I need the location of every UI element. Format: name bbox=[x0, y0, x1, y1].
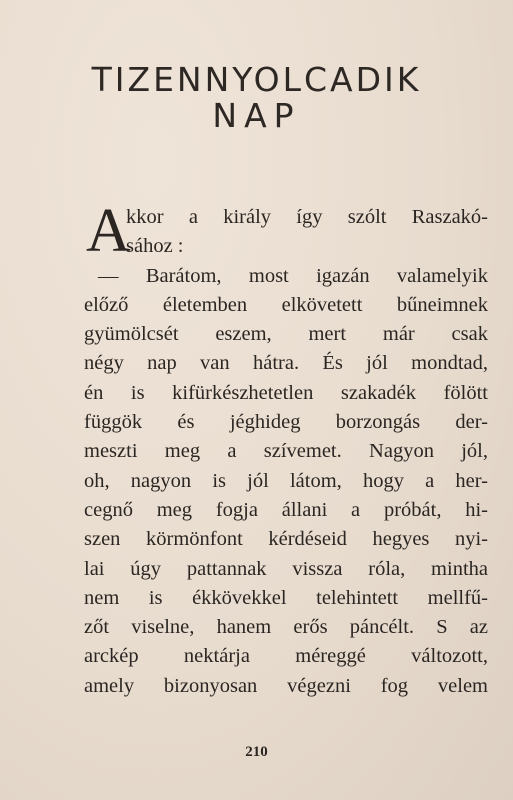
text-line: én is kifürkészhetetlen szakadék fölött bbox=[84, 381, 488, 404]
text-line: meszti meg a szívemet. Nagyon jól, bbox=[84, 440, 488, 463]
chapter-title bbox=[0, 62, 513, 134]
text-line: zőt viselne, hanem erős páncélt. S az bbox=[84, 616, 488, 639]
text-line: sához : bbox=[126, 235, 184, 258]
drop-cap: A bbox=[86, 197, 131, 265]
text-line: függök és jéghideg borzongás der- bbox=[84, 411, 488, 434]
text-line: amely bizonyosan végezni fog velem bbox=[84, 674, 488, 697]
chapter-title-line1: TIZENNYOLCADIK bbox=[91, 60, 422, 99]
text-line: kkor a király így szólt Raszakó- bbox=[126, 206, 488, 228]
text-line: arckép nektárja méreggé változott, bbox=[84, 645, 488, 668]
page-number: 210 bbox=[245, 744, 268, 760]
chapter-title-line2: NAP bbox=[212, 96, 301, 135]
body-paragraph bbox=[84, 197, 488, 701]
text-line: oh, nagyon is jól látom, hogy a her- bbox=[84, 469, 488, 492]
text-line: gyümölcsét eszem, mert már csak bbox=[84, 323, 488, 346]
text-line: szen körmönfont kérdéseid hegyes nyi- bbox=[84, 528, 488, 551]
text-line: nem is ékkövekkel telehintett mellfű- bbox=[84, 586, 488, 609]
text-line: lai úgy pattannak vissza róla, mintha bbox=[84, 557, 488, 580]
text-line: cegnő meg fogja állani a próbát, hi- bbox=[84, 498, 488, 521]
text-line: négy nap van hátra. És jól mondtad, bbox=[84, 352, 488, 375]
text-line: — Barátom, most igazán valamelyik bbox=[98, 264, 488, 287]
text-line: előző életemben elkövetett bűneimnek bbox=[84, 293, 488, 316]
